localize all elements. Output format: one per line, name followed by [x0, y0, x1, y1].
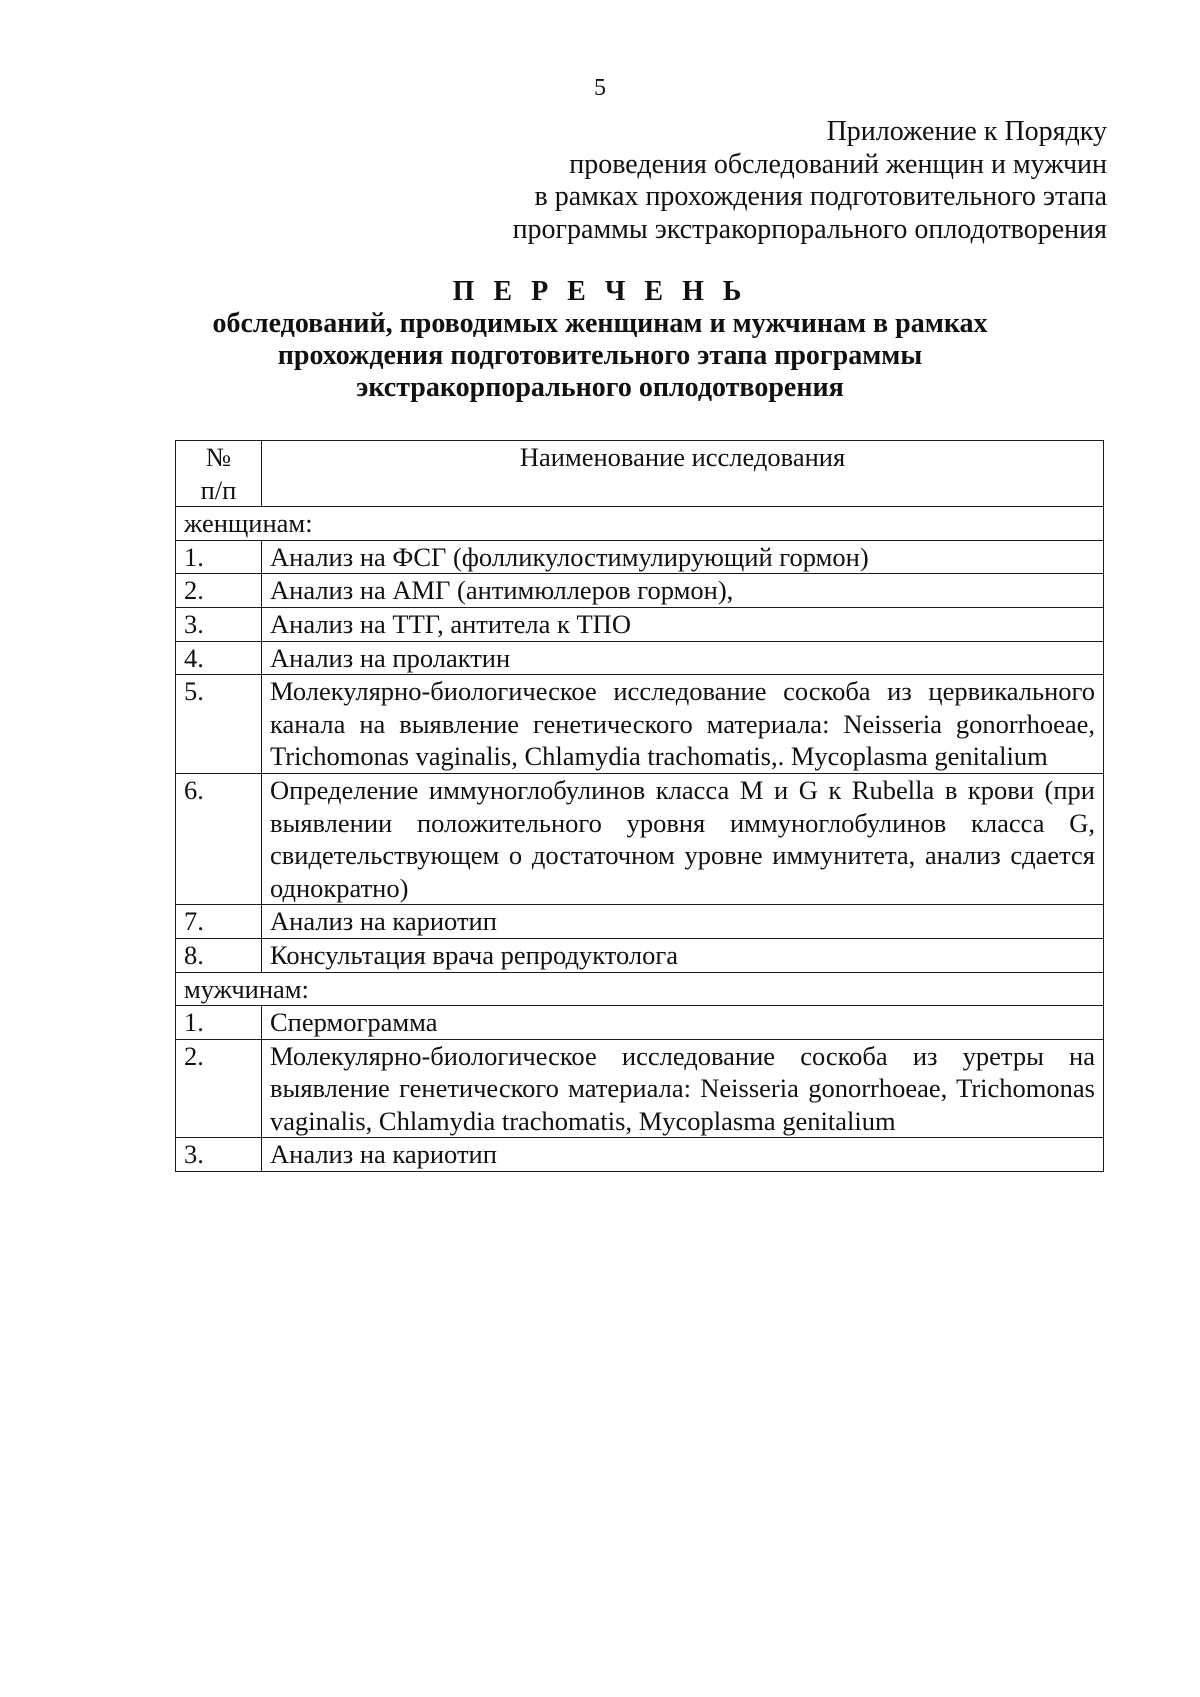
- table-row: [176, 641, 1104, 675]
- title-subtitle-line: обследований, проводимых женщинам и мужчинам в рамках: [212, 308, 988, 339]
- table-header-row: [176, 441, 1104, 507]
- row-number: 2.: [176, 1039, 262, 1138]
- section-label-men: мужчинам:: [176, 972, 1104, 1006]
- row-name: Консультация врача репродуктолога: [262, 938, 1104, 972]
- row-name: Анализ на пролактин: [262, 641, 1104, 675]
- row-number: 3.: [176, 607, 262, 641]
- table-row: [176, 773, 1104, 904]
- row-number: 6.: [176, 773, 262, 904]
- row-name: Анализ на АМГ (антимюллеров гормон),: [262, 574, 1104, 608]
- table-row: [176, 938, 1104, 972]
- row-name: Анализ на ТТГ, антитела к ТПО: [262, 607, 1104, 641]
- title-subtitle-line: экстракорпорального оплодотворения: [356, 372, 844, 403]
- table-row: [176, 540, 1104, 574]
- row-number: 8.: [176, 938, 262, 972]
- row-number: 4.: [176, 641, 262, 675]
- row-name: Молекулярно-биологическое исследование соскоба из уретры на выявление генетического материала: Neisseria gonorrhoeae, Trichomonas vaginalis, Chlamydia trachomatis, Mycoplasma genitalium: [262, 1039, 1104, 1138]
- section-row-women: [176, 507, 1104, 541]
- table-row: [176, 1006, 1104, 1040]
- header-name: Наименование исследования: [262, 441, 1104, 507]
- row-number: 5.: [176, 675, 262, 774]
- appendix-line: проведения обследований женщин и мужчин: [569, 148, 1107, 180]
- page-number: 5: [594, 75, 606, 101]
- row-name: Определение иммуноглобулинов класса M и G к Rubella в крови (при выявлении положительного уровня иммуноглобулинов класса G, свидетельствующем о достаточном уровне иммунитета, анализ сдается однократно): [262, 773, 1104, 904]
- table-row: [176, 574, 1104, 608]
- header-number: [176, 441, 262, 507]
- appendix-reference: [307, 116, 1107, 246]
- row-number: 3.: [176, 1138, 262, 1172]
- header-number-abbr: п/п: [200, 474, 237, 505]
- table-row: [176, 607, 1104, 641]
- header-number-sign: №: [205, 442, 232, 472]
- table-row: [176, 1039, 1104, 1138]
- row-name: Анализ на кариотип: [262, 905, 1104, 939]
- row-name: Молекулярно-биологическое исследование соскоба из цервикального канала на выявление генетического материала: Neisseria gonorrhoeae, Trichomonas vaginalis, Chlamydia trachomatis,. Mycoplasma genitalium: [262, 675, 1104, 774]
- row-number: 2.: [176, 574, 262, 608]
- row-number: 7.: [176, 905, 262, 939]
- table-row: [176, 1138, 1104, 1172]
- examinations-table: [175, 440, 1104, 1172]
- table-row: [176, 905, 1104, 939]
- row-name: Анализ на кариотип: [262, 1138, 1104, 1172]
- row-name: Спермограмма: [262, 1006, 1104, 1040]
- appendix-line: Приложение к Порядку: [826, 116, 1107, 147]
- title-subtitle-line: прохождения подготовительного этапа программы: [277, 340, 923, 371]
- appendix-line: в рамках прохождения подготовительного этапа: [534, 181, 1107, 212]
- table-row: [176, 675, 1104, 774]
- document-title: [0, 276, 1200, 404]
- row-number: 1.: [176, 540, 262, 574]
- row-name: Анализ на ФСГ (фолликулостимулирующий гормон): [262, 540, 1104, 574]
- section-row-men: [176, 972, 1104, 1006]
- title-main: П Е Р Е Ч Е Н Ь: [452, 276, 748, 307]
- row-number: 1.: [176, 1006, 262, 1040]
- section-label-women: женщинам:: [176, 507, 1104, 541]
- appendix-line: программы экстракорпорального оплодотворения: [512, 213, 1107, 245]
